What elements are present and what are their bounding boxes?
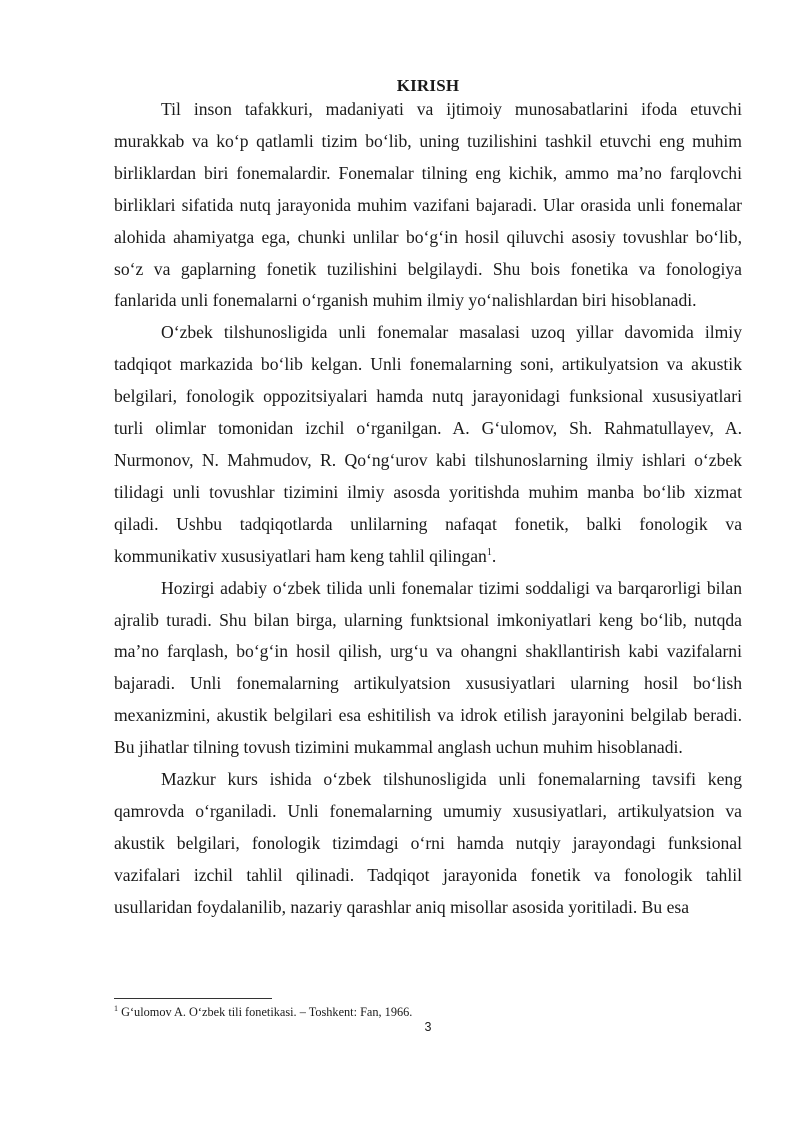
page-number: 3 — [424, 1020, 432, 1034]
paragraph-2-tail: . — [491, 545, 497, 566]
paragraph-1 — [114, 94, 742, 317]
paragraph-2-text: O‘zbek tilshunosligida unli fonemalar masalasi uzoq yillar davomida ilmiy tadqiqot markazida bo‘lib kelgan. Unli fonemalarning soni, artikulyatsion va akustik belgilari, fonologik oppozitsiyalari hamda nutq jarayonidagi funksional xususiyatlari turli olimlar tomonidan izchil o‘rganilgan. A. G‘ulomov, Sh. Rahmatullayev, A. Nurmonov, N. Mahmudov, R. Qo‘ng‘urov kabi tilshunoslarning ilmiy ishlari o‘zbek tilidagi unli tovushlar tizimini ilmiy asosda yoritishda muhim manba bo‘lib xizmat qiladi. Ushbu tadqiqotlarda unlilarning nafaqat fonetik, balki fonologik va kommunikativ xususiyatlari ham keng tahlil qilingan — [114, 322, 742, 566]
paragraph-1-text: Til inson tafakkuri, madaniyati va ijtimoiy munosabatlarini ifoda etuvchi murakkab va ko‘p qatlamli tizim bo‘lib, uning tuzilishini tashkil etuvchi eng muhim birliklardan biri fonemalardir. Fonemalar tilning eng kichik, ammo ma’no farqlovchi birliklari sifatida nutq jarayonida muhim vazifani bajaradi. Ular orasida unli fonemalar alohida ahamiyatga ega, chunki unlilar bo‘g‘in hosil qiluvchi asosiy tovushlar bo‘lib, so‘z va gaplarning fonetik tuzilishini belgilaydi. Shu bois fonetika va fonologiya fanlarida unli fonemalarni o‘rganish muhim ilmiy yo‘nalishlardan biri hisoblanadi. — [114, 99, 742, 311]
paragraph-3-text: Hozirgi adabiy o‘zbek tilida unli fonemalar tizimi soddaligi va barqarorligi bilan ajralib turadi. Shu bilan birga, ularning funktsional imkoniyatlari keng bo‘lib, nutqda ma’no farqlash, bo‘g‘in hosil qilish, urg‘u va ohangni shakllantirish kabi vazifalarni bajaradi. Unli fonemalarning artikulyatsion xususiyatlari ularning hosil bo‘lish mexanizmini, akustik belgilari esa eshitilish va idrok etilish jarayonini belgilab beradi. Bu jihatlar tilning tovush tizimini mukammal anglash uchun muhim hisoblanadi. — [114, 577, 742, 758]
body-text — [114, 94, 742, 924]
footnote-number: 1 — [114, 1003, 118, 1013]
paragraph-4-text: Mazkur kurs ishida o‘zbek tilshunosligida unli fonemalarning tavsifi keng qamrovda o‘rganiladi. Unli fonemalarning umumiy xususiyatlari, artikulyatsion va akustik belgilari, fonologik tizimdagi o‘rni hamda nutqiy jarayondagi funksional vazifalari izchil tahlil qilinadi. Tadqiqot jarayonida fonetik va fonologik tahlil usullaridan foydalanilib, nazariy qarashlar aniq misollar asosida yoritiladi. Bu esa — [114, 769, 742, 917]
footnote-text: G‘ulomov A. O‘zbek tili fonetikasi. – Toshkent: Fan, 1966. — [121, 1005, 413, 1019]
paragraph-3 — [114, 573, 742, 764]
paragraph-2 — [114, 317, 742, 572]
footnote — [114, 1004, 742, 1020]
footnote-separator — [114, 998, 272, 999]
page-title: KIRISH — [396, 76, 460, 95]
paragraph-4 — [114, 764, 742, 924]
footnote-reference[interactable]: 1 — [486, 546, 492, 558]
